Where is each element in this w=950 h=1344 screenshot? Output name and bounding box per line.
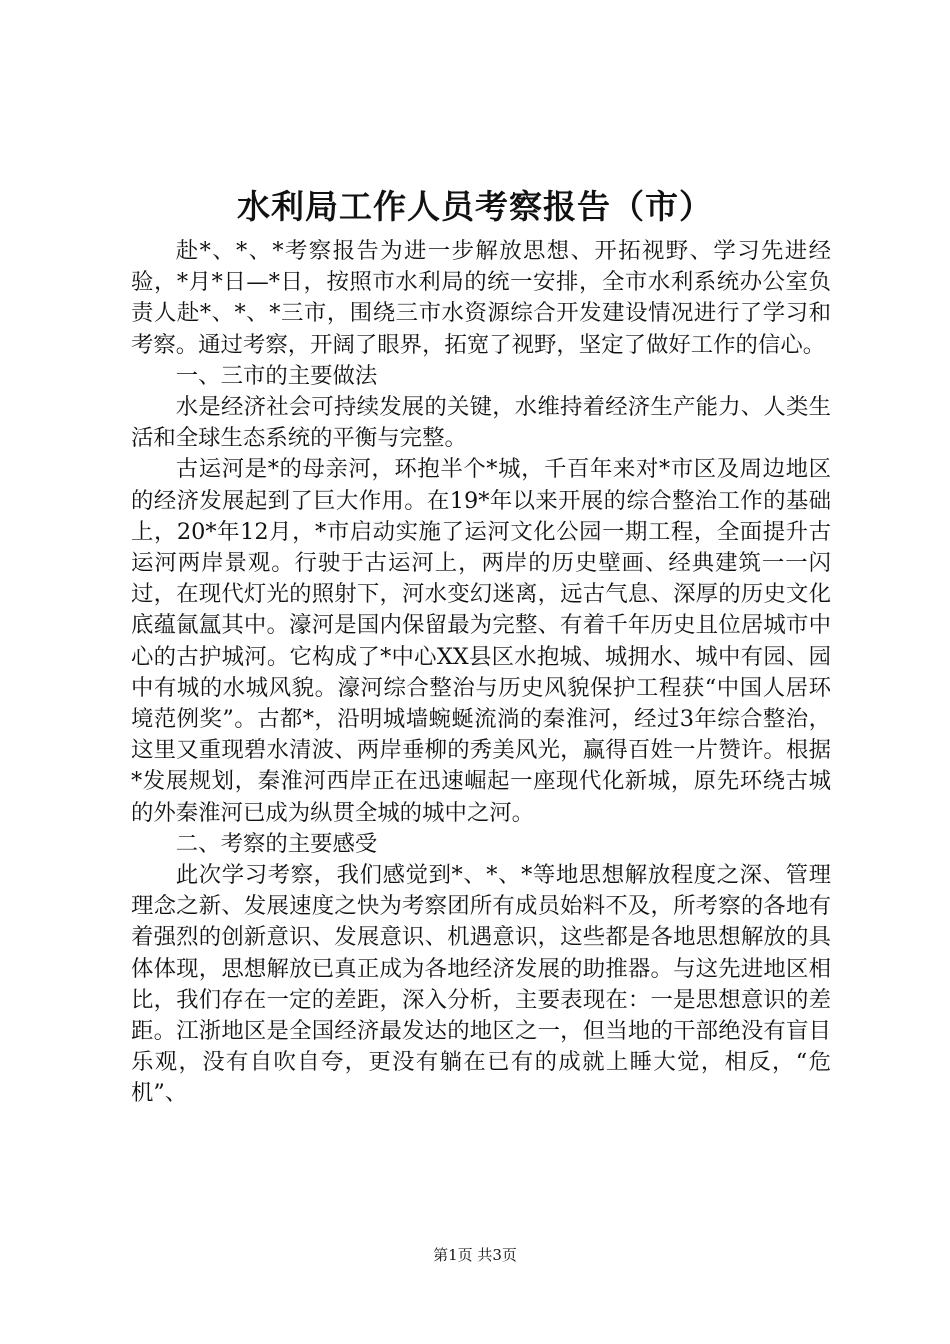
- paragraph-intro: 赴*、*、*考察报告为进一步解放思想、开拓视野、学习先进经验，*月*日—*日，按照市水利局的统一安排，全市水利系统办公室负责人赴*、*、*三市，围绕三市水资源综合开发建设情况进行了学习和考察。通过考察，开阔了眼界，拓宽了视野，坚定了做好工作的信心。: [131, 238, 831, 358]
- document-body: [131, 236, 831, 1110]
- paragraph-impressions: 此次学习考察，我们感觉到*、*、*等地思想解放程度之深、管理理念之新、发展速度之快为考察团所有成员始料不及，所考察的各地有着强烈的创新意识、发展意识、机遇意识，这些都是各地思想解放的具体体现，思想解放已真正成为各地经济发展的助推器。与这先进地区相比，我们存在一定的差距，深入分析，主要表现在：一是思想意识的差距。江浙地区是全国经济最发达的地区之一，但当地的干部绝没有盲目乐观，没有自吹自夸，更没有躺在已有的成就上睡大觉，相反，“危机”、: [131, 862, 831, 1107]
- section-heading-2: 二、考察的主要感受: [175, 830, 378, 857]
- paragraph-water: 水是经济社会可持续发展的关键，水维持着经济生产能力、人类生活和全球生态系统的平衡与完整。: [131, 394, 831, 452]
- page-footer: 第1页 共3页: [433, 1246, 517, 1264]
- document-title: 水利局工作人员考察报告（市）: [237, 187, 713, 226]
- section-heading-1: 一、三市的主要做法: [175, 362, 378, 389]
- paragraph-canal: 古运河是*的母亲河，环抱半个*城，千百年来对*市区及周边地区的经济发展起到了巨大作用。在19*年以来开展的综合整治工作的基础上，20*年12月，*市启动实施了运河文化公园一期工程，全面提升古运河两岸景观。行驶于古运河上，两岸的历史壁画、经典建筑一一闪过，在现代灯光的照射下，河水变幻迷离，远古气息、深厚的历史文化底蕴氤氲其中。濠河是国内保留最为完整、有着千年历史且位居城市中心的古护城河。它构成了*中心XX县区水抱城、城拥水、城中有园、园中有城的水城风貌。濠河综合整治与历史风貌保护工程获“中国人居环境范例奖”。古都*，沿明城墙蜿蜒流淌的秦淮河，经过3年综合整治，这里又重现碧水清波、两岸垂柳的秀美风光，赢得百姓一片赞许。根据*发展规划，秦淮河西岸正在迅速崛起一座现代化新城，原先环绕古城的外秦淮河已成为纵贯全城的城中之河。: [131, 456, 831, 826]
